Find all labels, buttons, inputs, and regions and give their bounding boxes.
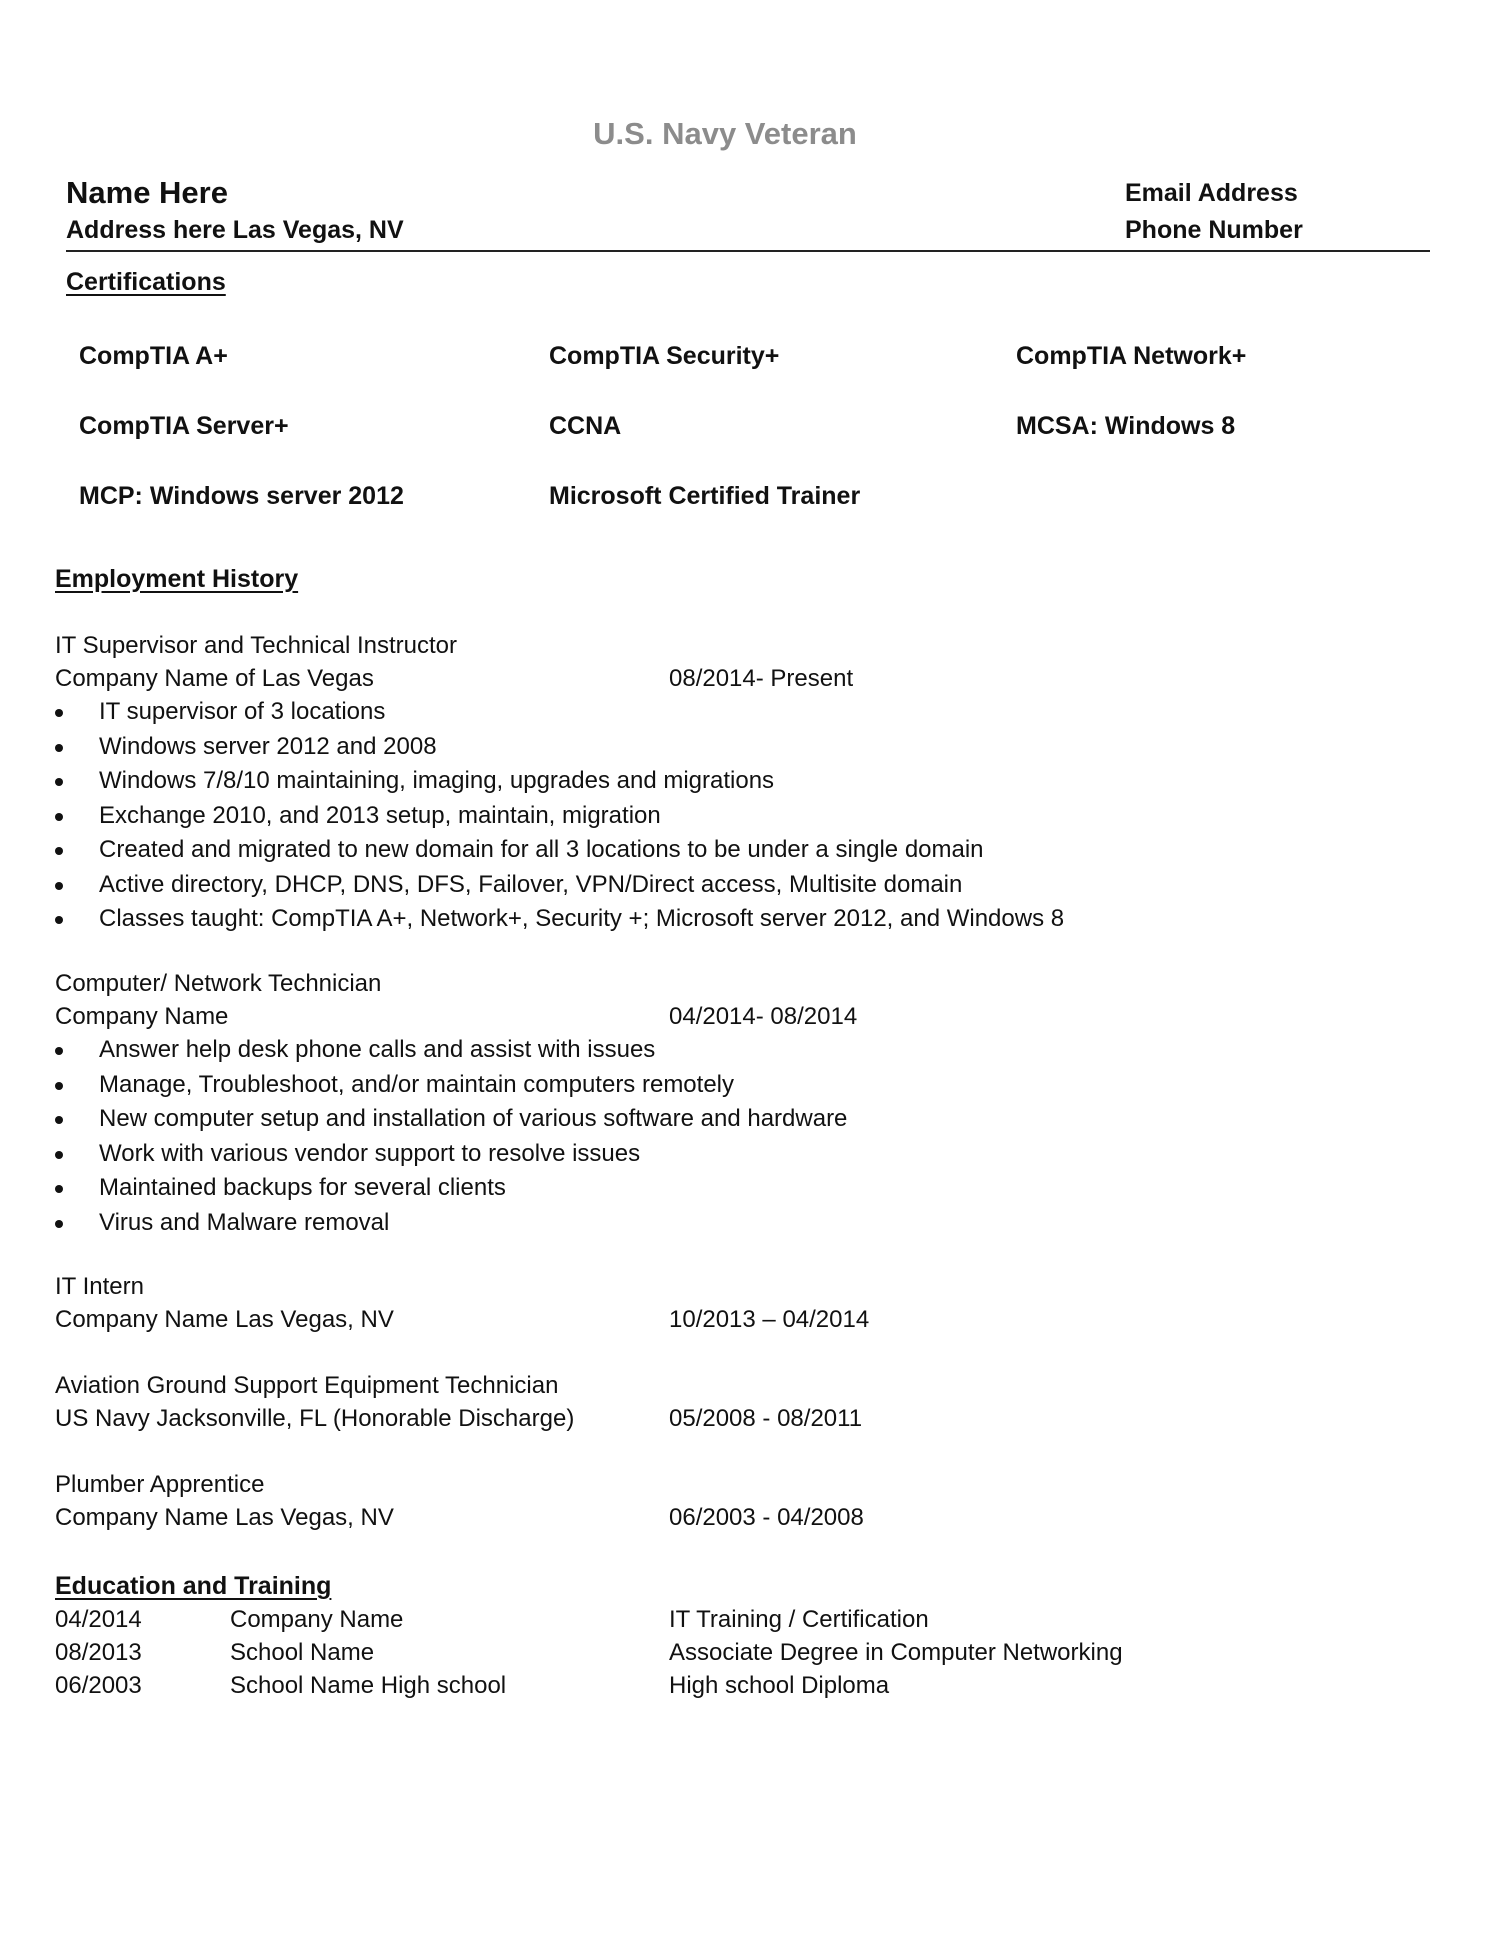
bullet-icon (55, 1151, 63, 1159)
job-title: IT Supervisor and Technical Instructor (55, 632, 457, 659)
bullet-icon (55, 1116, 63, 1124)
job-company: Company Name (55, 1003, 229, 1030)
job-company: Company Name Las Vegas, NV (55, 1306, 394, 1333)
certification-item: Microsoft Certified Trainer (549, 482, 861, 510)
certification-item: CompTIA A+ (79, 342, 228, 370)
certifications-heading: Certifications (66, 268, 226, 296)
job-duties-list (55, 695, 1064, 937)
list-item: New computer setup and installation of various software and hardware (55, 1102, 847, 1137)
candidate-address: Address here Las Vegas, NV (66, 216, 404, 244)
certification-item: CompTIA Security+ (549, 342, 780, 370)
veteran-banner: U.S. Navy Veteran (593, 116, 857, 151)
header-divider (66, 250, 1430, 252)
certification-item: CompTIA Server+ (79, 412, 289, 440)
certification-item: MCSA: Windows 8 (1016, 412, 1236, 440)
education-date: 08/2013 (55, 1639, 142, 1666)
bullet-icon (55, 1185, 63, 1193)
education-credential: IT Training / Certification (669, 1606, 929, 1633)
bullet-icon (55, 916, 63, 924)
list-item: Answer help desk phone calls and assist with issues (55, 1033, 847, 1068)
job-dates: 05/2008 - 08/2011 (669, 1405, 863, 1432)
bullet-icon (55, 1082, 63, 1090)
education-date: 04/2014 (55, 1606, 142, 1633)
education-school: School Name High school (230, 1672, 507, 1699)
job-title: Computer/ Network Technician (55, 970, 382, 997)
employment-heading: Employment History (55, 565, 299, 593)
job-title: IT Intern (55, 1273, 144, 1300)
list-item: Manage, Troubleshoot, and/or maintain computers remotely (55, 1068, 847, 1103)
list-item: Active directory, DHCP, DNS, DFS, Failover, VPN/Direct access, Multisite domain (55, 868, 1064, 903)
candidate-phone: Phone Number (1125, 216, 1303, 244)
job-company: US Navy Jacksonville, FL (Honorable Discharge) (55, 1405, 575, 1432)
bullet-icon (55, 744, 63, 752)
certification-item: MCP: Windows server 2012 (79, 482, 404, 510)
list-item: Exchange 2010, and 2013 setup, maintain, migration (55, 799, 1064, 834)
education-credential: Associate Degree in Computer Networking (669, 1639, 1123, 1666)
education-heading: Education and Training (55, 1572, 332, 1600)
bullet-icon (55, 847, 63, 855)
job-company: Company Name Las Vegas, NV (55, 1504, 394, 1531)
certification-item: CompTIA Network+ (1016, 342, 1247, 370)
job-dates: 06/2003 - 04/2008 (669, 1504, 864, 1531)
job-company: Company Name of Las Vegas (55, 665, 374, 692)
bullet-icon (55, 813, 63, 821)
education-school: Company Name (230, 1606, 404, 1633)
education-school: School Name (230, 1639, 375, 1666)
bullet-icon (55, 1047, 63, 1055)
job-duties-list (55, 1033, 847, 1240)
certification-item: CCNA (549, 412, 622, 440)
job-dates: 04/2014- 08/2014 (669, 1003, 858, 1030)
candidate-name: Name Here (66, 175, 228, 210)
job-dates: 08/2014- Present (669, 665, 854, 692)
list-item: IT supervisor of 3 locations (55, 695, 1064, 730)
list-item: Windows 7/8/10 maintaining, imaging, upgrades and migrations (55, 764, 1064, 799)
list-item: Work with various vendor support to resolve issues (55, 1137, 847, 1172)
list-item: Created and migrated to new domain for all 3 locations to be under a single domain (55, 833, 1064, 868)
job-title: Aviation Ground Support Equipment Technician (55, 1372, 559, 1399)
candidate-email: Email Address (1125, 179, 1298, 207)
list-item: Maintained backups for several clients (55, 1171, 847, 1206)
bullet-icon (55, 882, 63, 890)
bullet-icon (55, 778, 63, 786)
list-item: Windows server 2012 and 2008 (55, 730, 1064, 765)
job-title: Plumber Apprentice (55, 1471, 265, 1498)
bullet-icon (55, 709, 63, 717)
list-item: Virus and Malware removal (55, 1206, 847, 1241)
education-date: 06/2003 (55, 1672, 142, 1699)
job-dates: 10/2013 – 04/2014 (669, 1306, 870, 1333)
list-item: Classes taught: CompTIA A+, Network+, Security +; Microsoft server 2012, and Windows 8 (55, 902, 1064, 937)
education-credential: High school Diploma (669, 1672, 890, 1699)
bullet-icon (55, 1220, 63, 1228)
